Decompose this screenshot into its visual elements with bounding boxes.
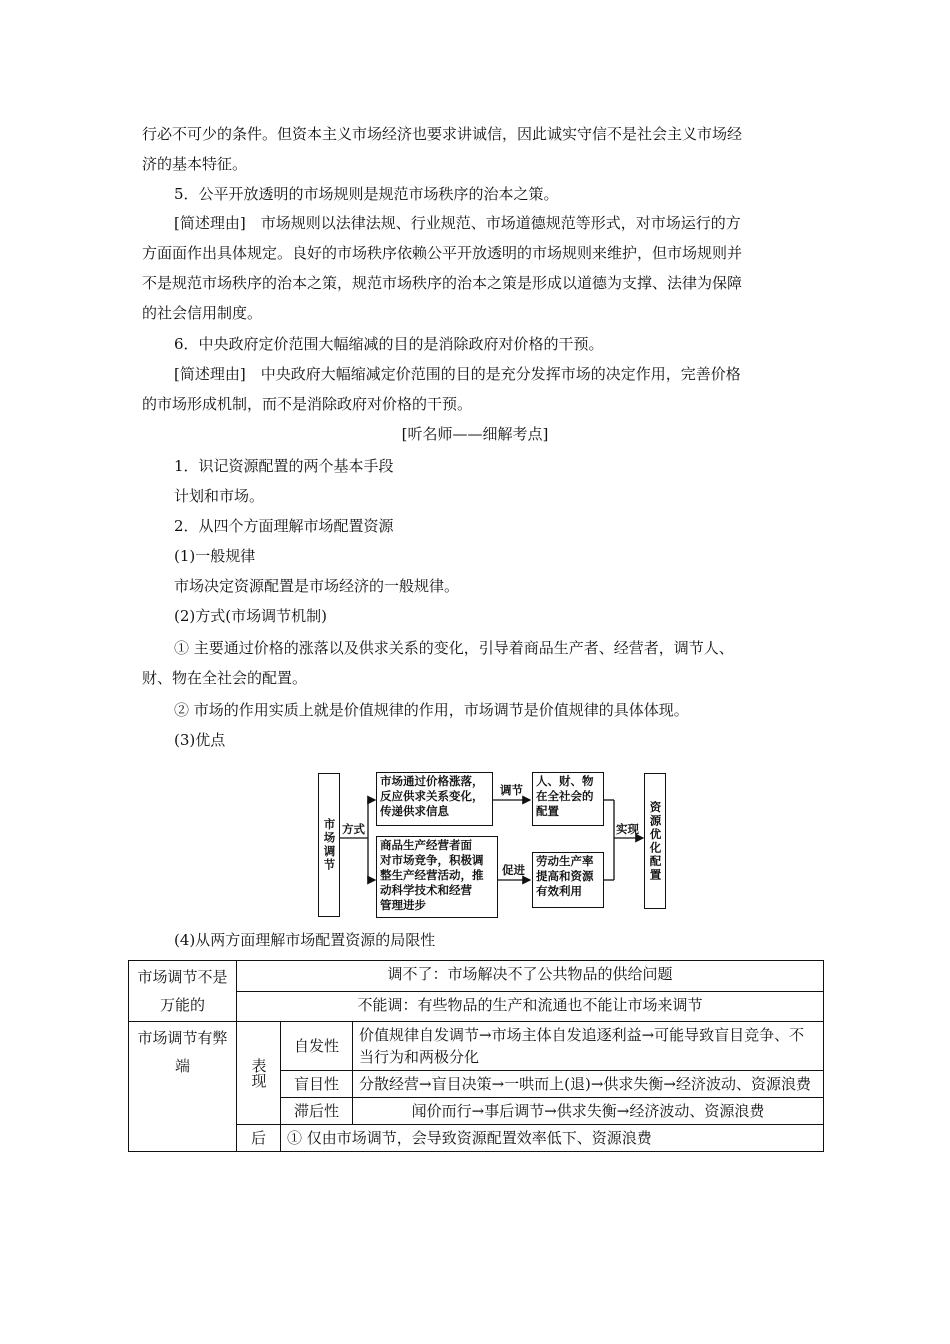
table-cell: 盲目性	[281, 1071, 353, 1098]
box-optimal-allocation: 资源优化配置	[644, 773, 666, 909]
label-method: 方式	[342, 822, 365, 836]
table-cell: ① 仅由市场调节，会导致资源配置效率低下、资源浪费	[281, 1125, 824, 1152]
row-head: 市场调节不是万能的	[129, 961, 237, 1022]
text-line: 2．从四个方面理解市场配置资源	[174, 517, 394, 535]
limitations-table	[128, 960, 824, 1152]
box-line: 传递供求信息	[380, 804, 449, 818]
table-row	[129, 1022, 824, 1071]
table-cell: 自发性	[281, 1022, 353, 1071]
box-line: 劳动生产率	[536, 854, 594, 868]
text-line: (1)一般规律	[174, 547, 256, 565]
table-row	[129, 961, 824, 992]
table-cell: 滞后性	[281, 1098, 353, 1125]
text-line: 市场决定资源配置是市场经济的一般规律。	[174, 577, 460, 595]
box-line: 商品生产经营者面	[380, 838, 472, 852]
text-line: ① 主要通过价格的涨落以及供求关系的变化，引导着商品生产者、经营者，调节人、	[174, 639, 734, 657]
box-competition	[376, 836, 498, 918]
row-head: 市场调节有弊端	[129, 1022, 237, 1152]
box-line: 管理进步	[380, 898, 426, 912]
text-line: 行必不可少的条件。但资本主义市场经济也要求讲诚信，因此诚实守信不是社会主义市场经	[142, 125, 743, 143]
text-line: 的市场形成机制，而不是消除政府对价格的干预。	[142, 395, 473, 413]
text-line: 财、物在全社会的配置。	[142, 669, 308, 687]
text-line: 6．中央政府定价范围大幅缩减的目的是消除政府对价格的干预。	[174, 335, 604, 353]
label-promote: 促进	[502, 863, 525, 877]
text-line: 1．识记资源配置的两个基本手段	[174, 457, 394, 475]
box-line: 人、财、物	[536, 774, 594, 788]
table-cell: 表现	[237, 1022, 281, 1125]
table-cell: 价值规律自发调节→市场主体自发追逐利益→可能导致盲目竞争、不当行为和两极分化	[353, 1022, 824, 1071]
box-line: 配置	[536, 804, 559, 818]
table-cell: 后	[237, 1125, 281, 1152]
text-line: (3)优点	[174, 731, 226, 749]
box-line: 有效利用	[536, 884, 582, 898]
text-line: (2)方式(市场调节机制)	[174, 607, 327, 625]
box-price-signal	[376, 772, 493, 826]
box-productivity	[532, 852, 604, 908]
box-line: 对市场竞争，积极调	[380, 853, 484, 867]
table-cell: 分散经营→盲目决策→一哄而上(退)→供求失衡→经济波动、资源浪费	[353, 1071, 824, 1098]
section-heading: (4)从两方面理解市场配置资源的局限性	[174, 931, 436, 949]
box-line: 整生产经营活动，推	[380, 868, 484, 882]
text-line: 济的基本特征。	[142, 155, 248, 173]
table-cell: 不能调：有些物品的生产和流通也不能让市场来调节	[237, 991, 824, 1022]
text-line: 5．公平开放透明的市场规则是规范市场秩序的治本之策。	[174, 185, 559, 203]
label-realize: 实现	[616, 822, 639, 836]
text-line: [简述理由] 市场规则以法律法规、行业规范、市场道德规范等形式，对市场运行的方	[174, 214, 741, 232]
box-line: 反应供求关系变化，	[380, 789, 484, 803]
box-allocation	[532, 772, 604, 826]
text-line: [简述理由] 中央政府大幅缩减定价范围的目的是充分发挥市场的决定作用，完善价格	[174, 365, 741, 383]
market-regulation-diagram	[318, 770, 668, 920]
box-line: 在全社会的	[536, 789, 594, 803]
box-market-regulation: 市场调节	[318, 773, 340, 917]
text-line: 的社会信用制度。	[142, 304, 263, 322]
text-line: 方面面作出具体规定。良好的市场秩序依赖公平开放透明的市场规则来维护，但市场规则并	[142, 244, 743, 262]
box-line: 动科学技术和经营	[380, 883, 472, 897]
text-line: ② 市场的作用实质上就是价值规律的作用，市场调节是价值规律的具体体现。	[174, 701, 689, 719]
box-line: 提高和资源	[536, 869, 594, 883]
table-cell: 调不了：市场解决不了公共物品的供给问题	[237, 961, 824, 992]
text-line: 计划和市场。	[174, 487, 265, 505]
text-line: [听名师——细解考点]	[401, 425, 549, 443]
label-adjust: 调节	[500, 783, 523, 797]
text-line: 不是规范市场秩序的治本之策，规范市场秩序的治本之策是形成以道德为支撑、法律为保障	[142, 274, 743, 292]
table-cell: 闻价而行→事后调节→供求失衡→经济波动、资源浪费	[353, 1098, 824, 1125]
box-line: 市场通过价格涨落，	[380, 774, 484, 788]
